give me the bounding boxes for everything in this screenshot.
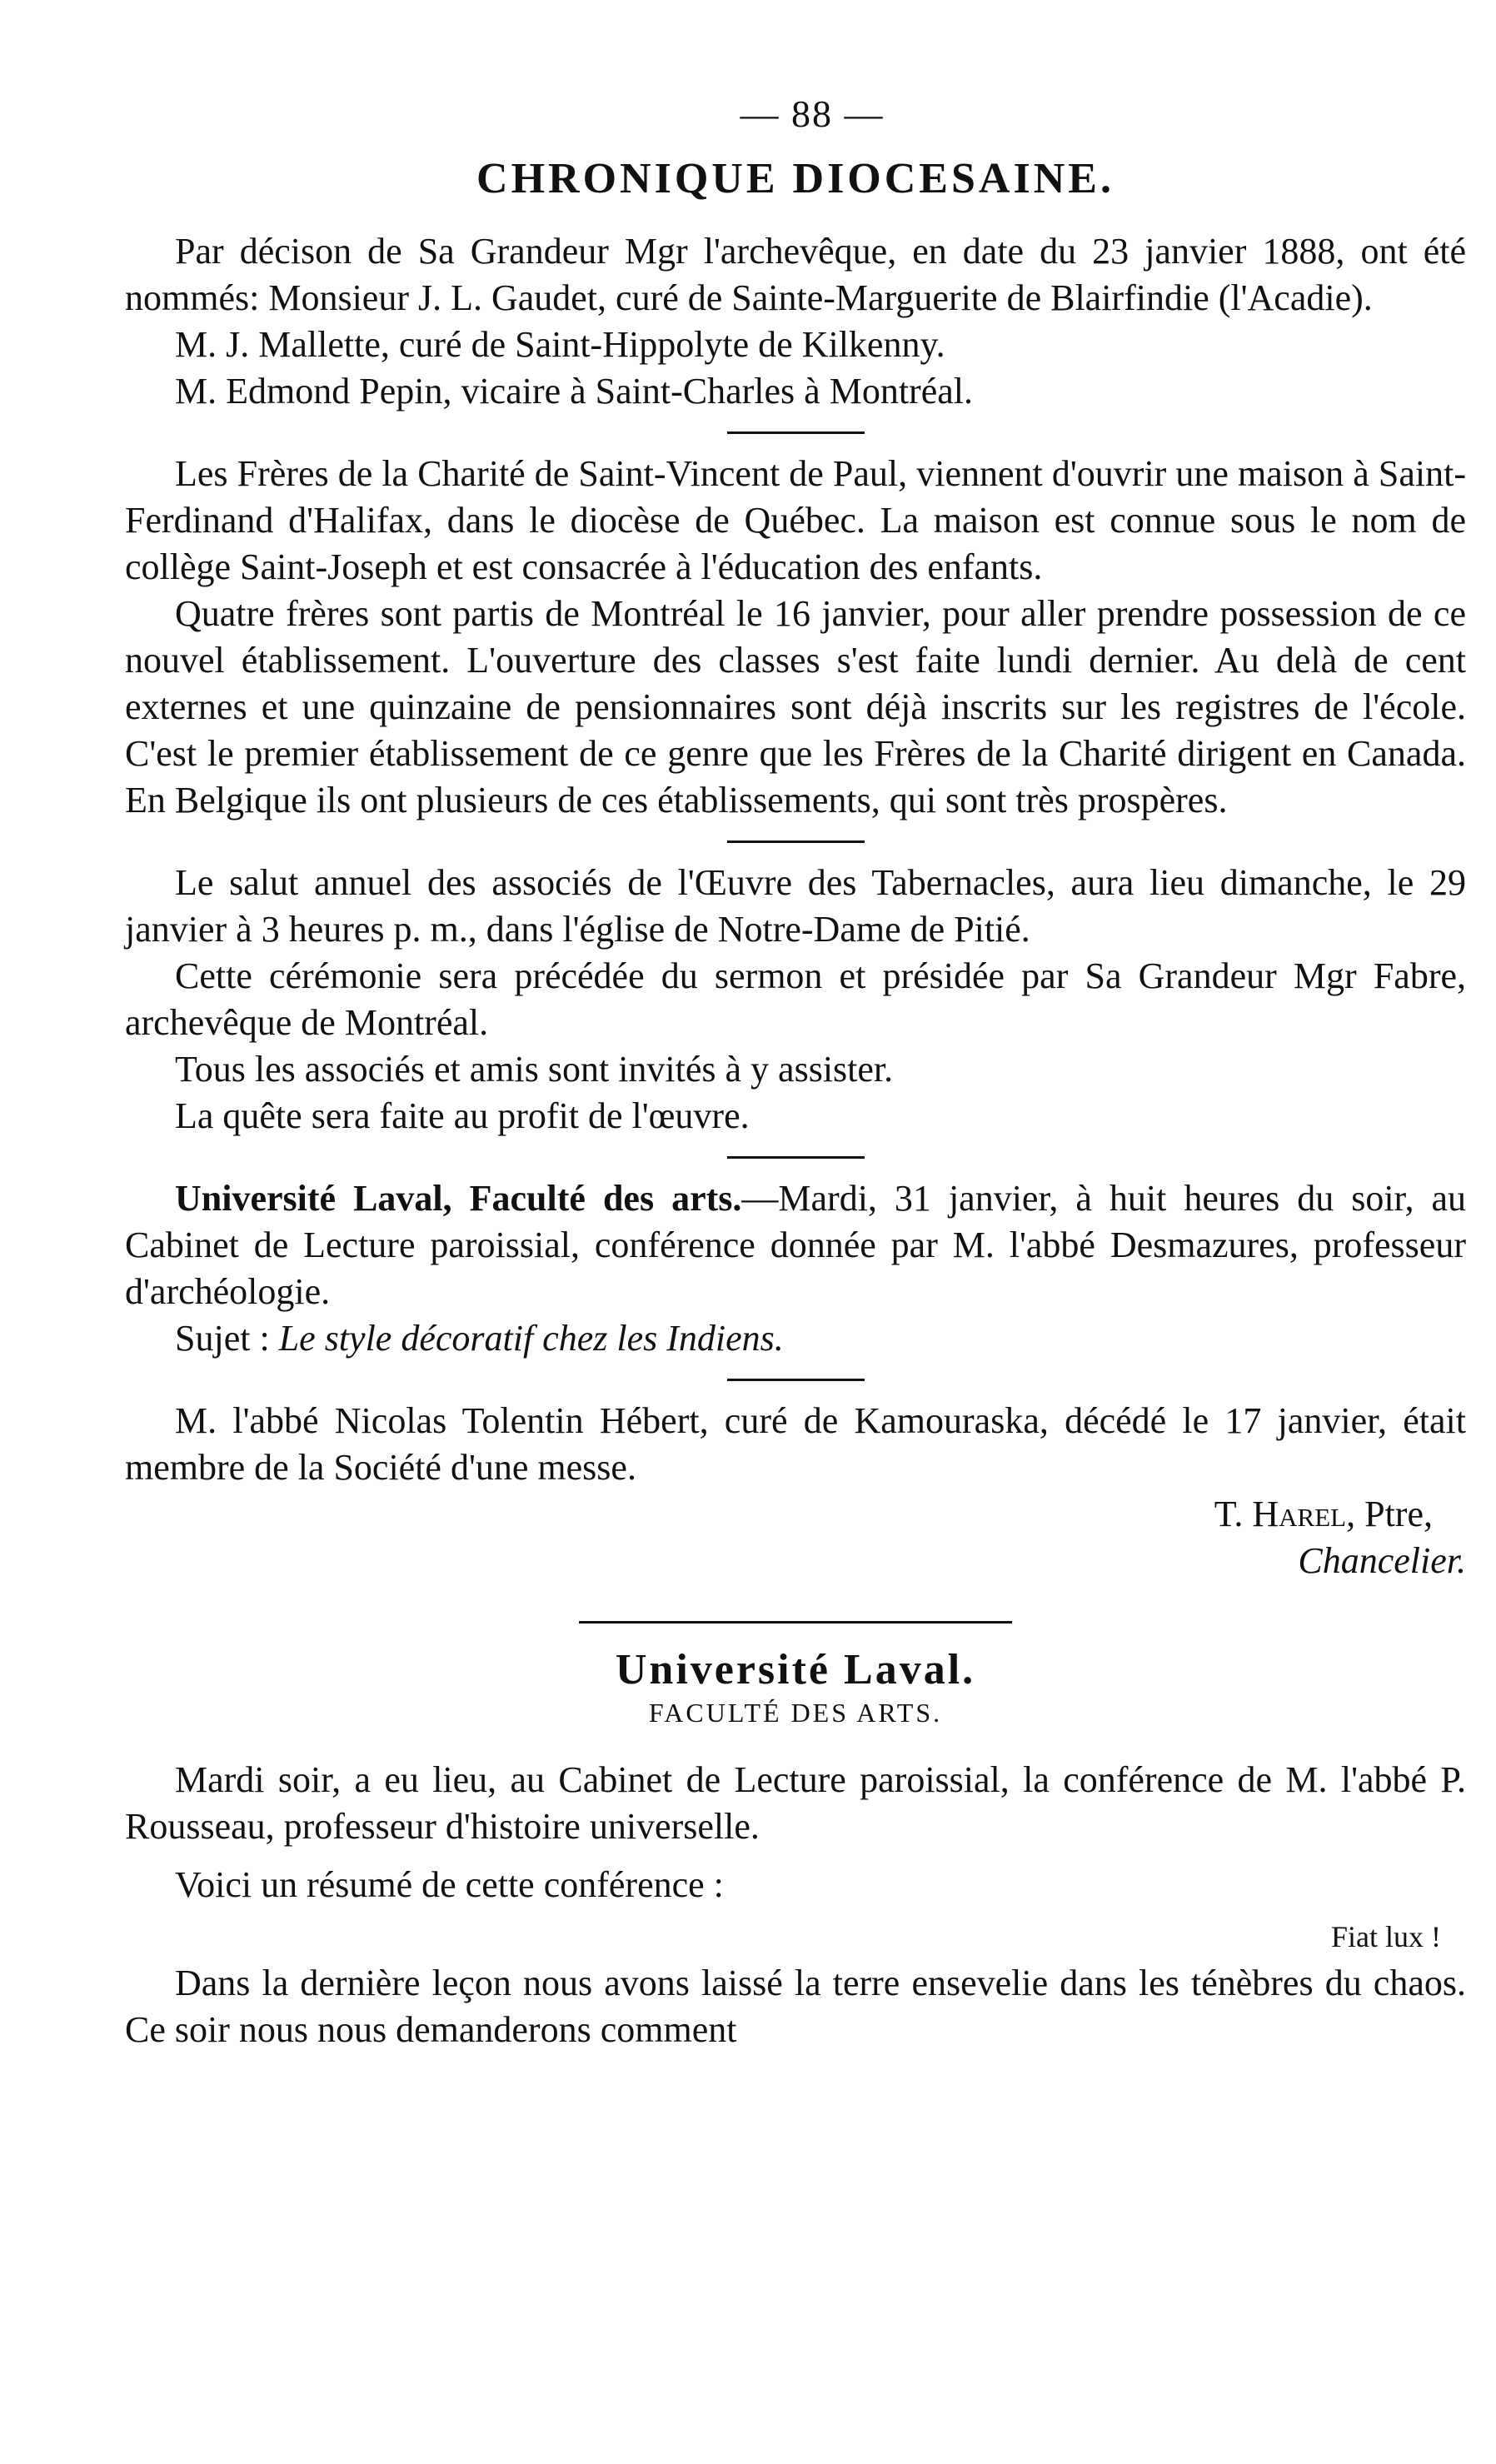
separator-rule <box>727 840 865 843</box>
university-subtitle: FACULTÉ DES ARTS. <box>648 1698 943 1728</box>
subject-title: Le style décoratif chez les Indiens. <box>278 1318 784 1359</box>
signature-line <box>125 1491 1466 1538</box>
laval-announcement-lead: Université Laval, Faculté des arts. <box>175 1178 742 1219</box>
separator-rule <box>727 1156 865 1159</box>
university-section <box>125 1645 1466 2053</box>
obituary-paragraph: M. l'abbé Nicolas Tolentin Hébert, curé de Kamouraska, décédé le 17 janvier, était membre de la Société d'une messe. <box>125 1400 1466 1488</box>
tabernacles-paragraph: La quête sera faite au profit de l'œuvre. <box>175 1095 750 1136</box>
obituary-block <box>125 1398 1466 1584</box>
tabernacles-block <box>125 860 1466 1140</box>
page <box>125 92 1466 2053</box>
appointment-line: M. J. Mallette, curé de Saint-Hippolyte de Kilkenny. <box>175 324 945 365</box>
signature-title: Chancelier. <box>1298 1540 1466 1581</box>
appointment-line: M. Edmond Pepin, vicaire à Saint-Charles à Montréal. <box>175 371 973 411</box>
section-divider-rule <box>579 1621 1012 1624</box>
section-title: CHRONIQUE DIOCESAINE. <box>476 155 1115 202</box>
appointments-paragraph: Par décison de Sa Grandeur Mgr l'archevêque, en date du 23 janvier 1888, ont été nommés: Monsieur J. L. Gaudet, curé de Sainte-Marguerite de Blairfindie (l'Acadie). <box>125 231 1466 318</box>
tabernacles-paragraph: Cette cérémonie sera précédée du sermon et présidée par Sa Grandeur Mgr Fabre, archevêque de Montréal. <box>125 955 1466 1043</box>
separator-rule <box>727 431 865 434</box>
summary-intro: Voici un résumé de cette conférence : <box>175 1864 724 1905</box>
laval-announcement-text: —Mardi, 31 janvier, à huit heures du soir, au Cabinet de Lecture paroissial, conférence donnée par M. l'abbé Desmazures, professeur d'archéologie. <box>125 1178 1466 1312</box>
laval-subject-line <box>125 1315 1466 1362</box>
conference-paragraph: Mardi soir, a eu lieu, au Cabinet de Lecture paroissial, la conférence de M. l'abbé P. Rousseau, professeur d'histoire universelle. <box>125 1759 1466 1847</box>
subject-label: Sujet : <box>175 1318 279 1359</box>
tabernacles-paragraph: Le salut annuel des associés de l'Œuvre des Tabernacles, aura lieu dimanche, le 29 janvier à 3 heures p. m., dans l'église de Notre-Dame de Pitié. <box>125 862 1466 950</box>
lecture-paragraph: Dans la dernière leçon nous avons laissé la terre ensevelie dans les ténèbres du chaos. Ce soir nous nous demanderons comment <box>125 1963 1466 2050</box>
page-number: — 88 — <box>740 92 885 135</box>
tabernacles-paragraph: Tous les associés et amis sont invités à y assister. <box>175 1049 894 1090</box>
separator-rule <box>727 1379 865 1381</box>
freres-block <box>125 451 1466 824</box>
fiat-lux-epigraph: Fiat lux ! <box>1331 1920 1441 1953</box>
appointments-block <box>125 228 1466 415</box>
freres-paragraph: Les Frères de la Charité de Saint-Vincent de Paul, viennent d'ouvrir une maison à Saint-Ferdinand d'Halifax, dans le diocèse de Québec. La maison est connue sous le nom de collège Saint-Joseph et est consacrée à l'éducation des enfants. <box>125 453 1466 587</box>
signature-suffix: , Ptre, <box>1346 1494 1433 1534</box>
signature-name: T. Harel <box>1214 1494 1347 1534</box>
university-title: Université Laval. <box>615 1646 976 1693</box>
laval-announcement-block <box>125 1175 1466 1362</box>
freres-paragraph: Quatre frères sont partis de Montréal le 16 janvier, pour aller prendre possession de ce nouvel établissement. L'ouverture des classes s'est faite lundi dernier. Au delà de cent externes et une quinzaine de pensionnaires sont déjà inscrits sur les registres de l'école. C'est le premier établissement de ce genre que les Frères de la Charité dirigent en Canada. En Belgique ils ont plusieurs de ces établissements, qui sont très prospères. <box>125 593 1466 821</box>
laval-announcement-paragraph <box>125 1175 1466 1315</box>
